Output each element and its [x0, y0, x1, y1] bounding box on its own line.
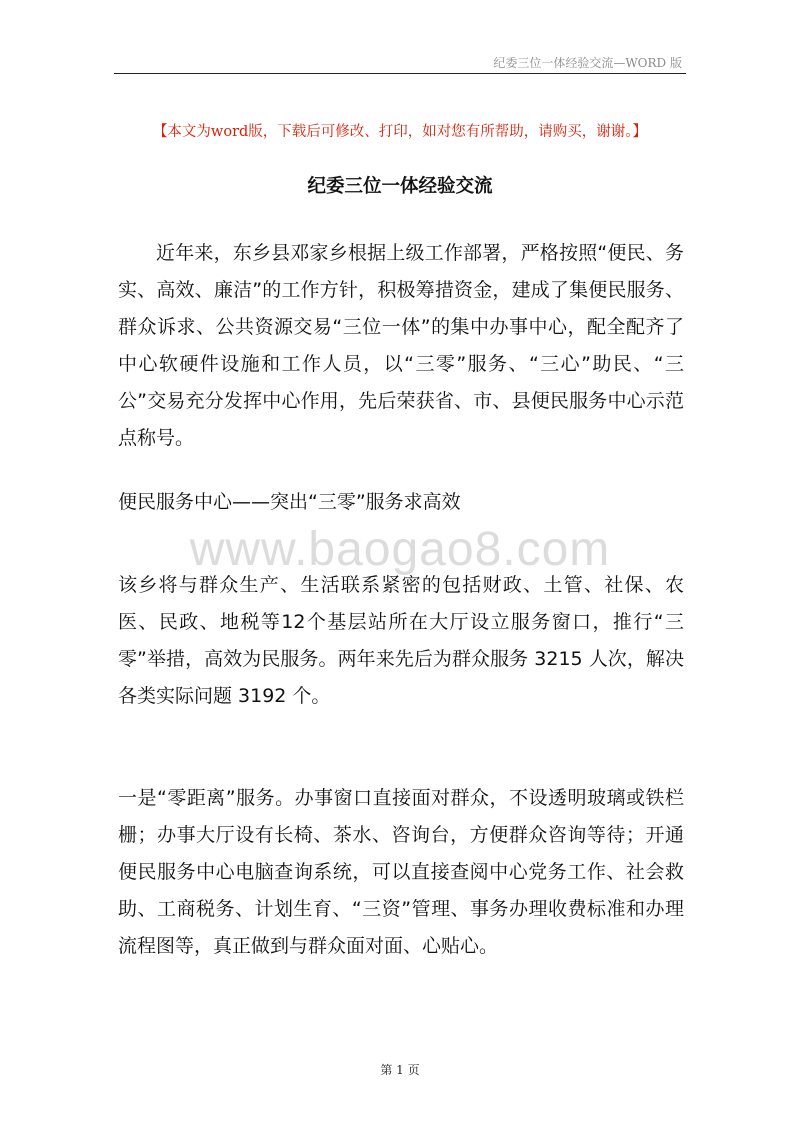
running-header: 纪委三位一体经验交流—WORD 版: [493, 56, 682, 70]
purchase-notice: 【本文为word版，下载后可修改、打印，如对您有所帮助，请购买，谢谢。】: [152, 124, 648, 140]
zero-distance-paragraph: 一是“零距离”服务。办事窗口直接面对群众，不设透明玻璃或铁栏栅；办事大厅设有长椅、茶水、咨询台，方便群众咨询等待；开通便民服务中心电脑查询系统，可以直接查阅中心党务工作、社会救助、工商税务、计划生育、“三资”管理、事务办理收费标准和办理流程图等，真正做到与群众面对面、心贴心。: [118, 787, 684, 957]
page-number: 第 1 页: [380, 1063, 420, 1077]
intro-paragraph: 近年来，东乡县邓家乡根据上级工作部署，严格按照“便民、务实、高效、廉洁”的工作方针，积极筹措资金，建成了集便民服务、群众诉求、公共资源交易“三位一体”的集中办事中心，配全配齐了中心软硬件设施和工作人员，以“三零”服务、“三心”助民、“三公”交易充分发挥中心作用，先后荣获省、市、县便民服务中心示范点称号。: [118, 242, 684, 449]
service-paragraph: 该乡将与群众生产、生活联系紧密的包括财政、土管、社保、农医、民政、地税等12个基层站所在大厅设立服务窗口，推行“三零”举措，高效为民服务。两年来先后为群众服务 3215 人次，解决各类实际问题 3192 个。: [118, 574, 684, 707]
header-divider: [114, 73, 686, 74]
document-title: 纪委三位一体经验交流: [307, 176, 493, 197]
site-watermark: www.baogao8.com: [189, 523, 611, 576]
section-heading: 便民服务中心——突出“三零”服务求高效: [118, 491, 461, 513]
